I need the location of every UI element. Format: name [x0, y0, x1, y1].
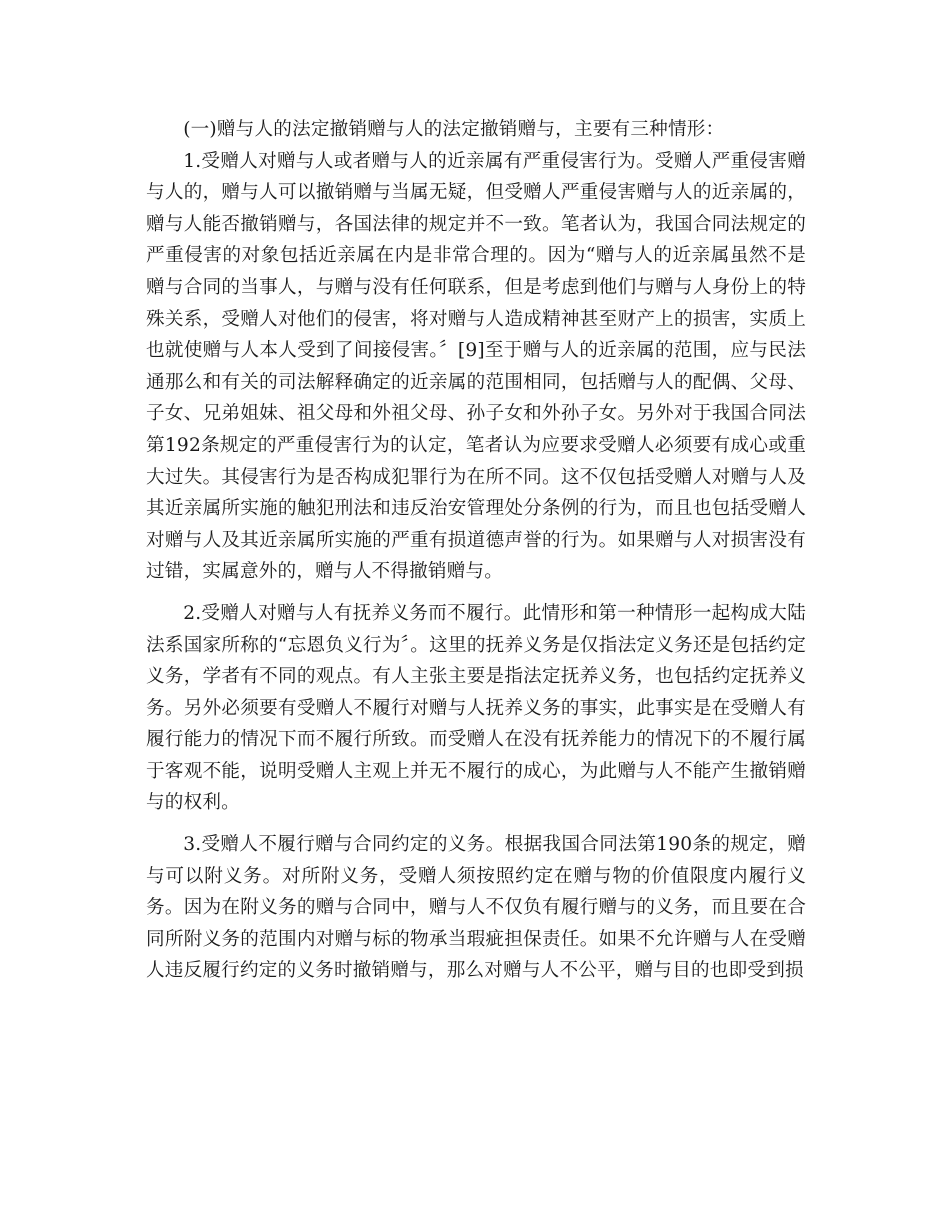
paragraph-1: 1.受赠人对赠与人或者赠与人的近亲属有严重侵害行为。受赠人严重侵害赠与人的，赠与人可以撤销赠与当属无疑，但受赠人严重侵害赠与人的近亲属的，赠与人能否撤销赠与，各国法律的规定并不一致。笔者认为，我国合同法规定的严重侵害的对象包括近亲属在内是非常合理的。因为“赠与人的近亲属虽然不是赠与合同的当事人，与赠与没有任何联系，但是考虑到他们与赠与人身份上的特殊关系，受赠人对他们的侵害，将对赠与人造成精神甚至财产上的损害，实质上也就使赠与人本人受到了间接侵害。〞[9]至于赠与人的近亲属的范围，应与民法通那么和有关的司法解释确定的近亲属的范围相同，包括赠与人的配偶、父母、子女、兄弟姐妹、祖父母和外祖父母、孙子女和外孙子女。另外对于我国合同法第192条规定的严重侵害行为的认定，笔者认为应要求受赠人必须要有成心或重大过失。其侵害行为是否构成犯罪行为在所不同。这不仅包括受赠人对赠与人及其近亲属所实施的触犯刑法和违反治安管理处分条例的行为，而且也包括受赠人对赠与人及其近亲属所实施的严重有损道德声誉的行为。如果赠与人对损害没有过错，实属意外的，赠与人不得撤销赠与。: [146, 150, 806, 583]
paragraph-gap: [146, 819, 806, 829]
paragraph-3: 3.受赠人不履行赠与合同约定的义务。根据我国合同法第190条的规定，赠与可以附义务。对所附义务，受赠人须按照约定在赠与物的价值限度内履行义务。因为在附义务的赠与合同中，赠与人不仅负有履行赠与的义务，而且要在合同所附义务的范围内对赠与标的物承当瑕疵担保责任。如果不允许赠与人在受赠人违反履行约定的义务时撤销赠与，那么对赠与人不公平，赠与目的也即受到损: [146, 834, 806, 982]
document-page: [146, 114, 806, 987]
section-heading: (一)赠与人的法定撤销赠与人的法定撤销赠与，主要有三种情形：: [183, 119, 725, 140]
paragraph-2: 2.受赠人对赠与人有抚养义务而不履行。此情形和第一种情形一起构成大陆法系国家所称的“忘恩负义行为〞。这里的抚养义务是仅指法定义务还是包括约定义务，学者有不同的观点。有人主张主要是指法定抚养义务，也包括约定抚养义务。另外必须要有受赠人不履行对赠与人抚养义务的事实，此事实是在受赠人有履行能力的情况下而不履行所致。而受赠人在没有抚养能力的情况下的不履行属于客观不能，说明受赠人主观上并无不履行的成心，为此赠与人不能产生撤销赠与的权利。: [146, 602, 806, 814]
paragraph-gap: [146, 588, 806, 598]
